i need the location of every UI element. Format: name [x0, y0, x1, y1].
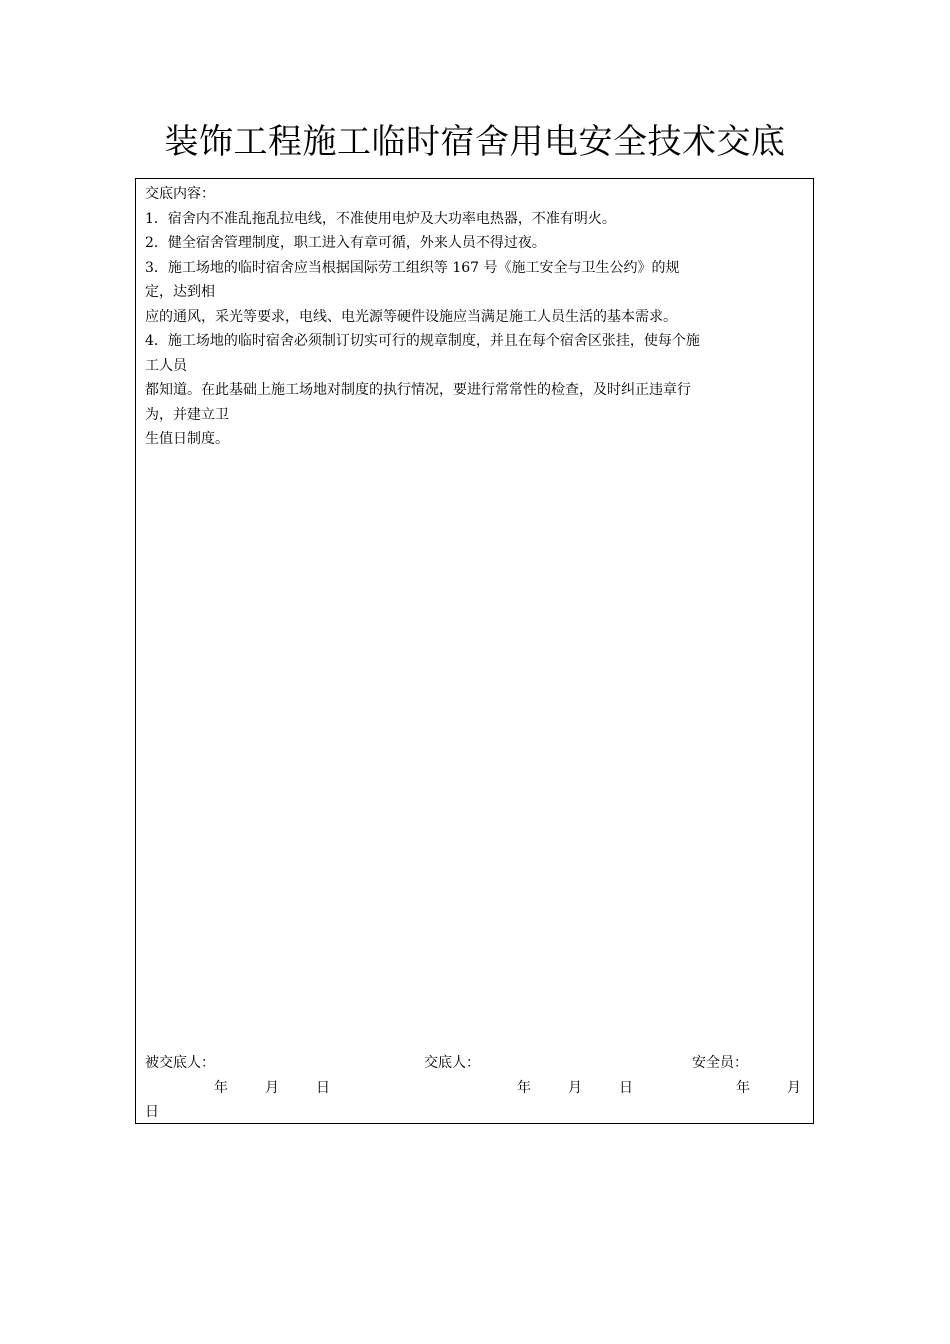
safety-officer-month: 月	[787, 1080, 801, 1096]
safety-officer-day: 日	[145, 1104, 159, 1120]
content-line: 为，并建立卫	[145, 406, 229, 423]
discloser-month: 月	[568, 1080, 582, 1096]
safety-officer-year: 年	[736, 1080, 750, 1096]
discloser-day: 日	[619, 1080, 633, 1096]
content-line: 4．施工场地的临时宿舍必须制订切实可行的规章制度，并且在每个宿舍区张挂，使每个施	[145, 333, 700, 349]
content-heading: 交底内容：	[145, 186, 215, 202]
document-title: 装饰工程施工临时宿舍用电安全技术交底	[164, 122, 786, 162]
content-line: 工人员	[145, 357, 187, 374]
content-line: 1．宿舍内不准乱拖乱拉电线，不准使用电炉及大功率电热器，不准有明火。	[145, 210, 616, 227]
receiver-label: 被交底人：	[145, 1055, 215, 1071]
content-line: 应的通风，采光等要求，电线、电光源等硬件设施应当满足施工人员生活的基本需求。	[145, 308, 677, 325]
receiver-year: 年	[214, 1080, 228, 1096]
content-line: 定，达到相	[145, 284, 215, 300]
content-line: 都知道。在此基础上施工场地对制度的执行情况，要进行常常性的检查，及时纠正违章行	[145, 382, 691, 398]
receiver-day: 日	[316, 1080, 330, 1096]
content-line: 生值日制度。	[145, 431, 229, 447]
content-line: 3．施工场地的临时宿舍应当根据国际劳工组织等 167 号《施工安全与卫生公约》的规	[145, 259, 680, 276]
content-line: 2．健全宿舍管理制度，职工进入有章可循，外来人员不得过夜。	[145, 235, 546, 251]
disclosure-form	[135, 178, 814, 1124]
disclosure-content	[145, 182, 809, 452]
discloser-year: 年	[517, 1080, 531, 1096]
safety-officer-label: 安全员：	[692, 1055, 748, 1071]
discloser-label: 交底人：	[424, 1055, 480, 1071]
receiver-month: 月	[265, 1080, 279, 1096]
